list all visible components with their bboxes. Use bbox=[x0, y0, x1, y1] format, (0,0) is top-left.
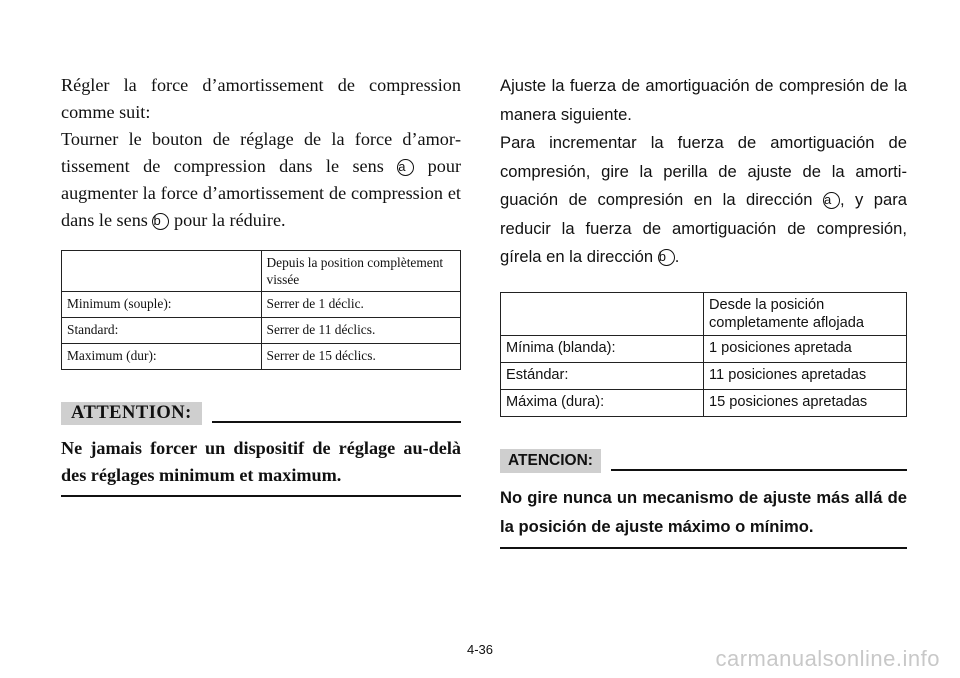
table-cell: 11 posiciones apretadas bbox=[704, 362, 907, 389]
spanish-instruction-part2: , y para reducir la fuerza de amortiguación de compresión, gírela en la dirección bbox=[500, 190, 907, 266]
table-cell: Serrer de 1 déclic. bbox=[261, 292, 461, 318]
watermark: carmanualsonline.info bbox=[715, 646, 940, 671]
spanish-instruction-part1: Para incrementar la fuerza de amortiguación de compresión, gire la perilla de ajuste de la amortiguación de compresión en la dirección bbox=[500, 133, 907, 209]
direction-a-marker: a bbox=[823, 192, 840, 209]
table-header-cell: Desde la posición completamente aflojada bbox=[704, 292, 907, 335]
table-cell: 1 posiciones apretada bbox=[704, 335, 907, 362]
table-row bbox=[62, 344, 461, 370]
spanish-warning bbox=[500, 449, 907, 549]
table-cell: 15 posiciones apretadas bbox=[704, 389, 907, 416]
warning-label: ATENCION: bbox=[500, 449, 601, 473]
warning-rule bbox=[611, 469, 907, 471]
table-cell: Máxima (dura): bbox=[501, 389, 704, 416]
table-cell: Mínima (blanda): bbox=[501, 335, 704, 362]
table-cell: Serrer de 15 déclics. bbox=[261, 344, 461, 370]
table-row bbox=[62, 292, 461, 318]
french-instruction-part2: pour augmenter la force d’amortissement de compression et dans le sens bbox=[61, 156, 461, 230]
french-settings-table bbox=[61, 250, 461, 370]
table-row bbox=[501, 389, 907, 416]
table-row bbox=[501, 335, 907, 362]
table-header-row bbox=[501, 292, 907, 335]
table-cell: Serrer de 11 déclics. bbox=[261, 318, 461, 344]
spanish-column bbox=[500, 72, 907, 549]
french-column bbox=[61, 72, 461, 497]
warning-rule bbox=[212, 421, 461, 423]
direction-b-marker: b bbox=[152, 213, 169, 230]
warning-bottom-rule bbox=[500, 547, 907, 549]
spanish-intro: Ajuste la fuerza de amortiguación de compresión de la manera siguiente. bbox=[500, 76, 907, 124]
french-instruction bbox=[61, 126, 461, 234]
french-instruction-part1: Tourner le bouton de réglage de la force d’amortissement de compression dans le sens bbox=[61, 129, 461, 176]
table-row bbox=[501, 362, 907, 389]
table-cell: Minimum (souple): bbox=[62, 292, 262, 318]
table-cell: Maximum (dur): bbox=[62, 344, 262, 370]
warning-bottom-rule bbox=[61, 495, 461, 497]
warning-text: Ne jamais forcer un dispositif de réglage au-delà des réglages minimum et maximum. bbox=[61, 438, 461, 485]
spanish-instruction-part3: . bbox=[674, 247, 680, 266]
table-header-row bbox=[62, 251, 461, 292]
table-header-cell: Depuis la position complètement vissée bbox=[261, 251, 461, 292]
table-row bbox=[62, 318, 461, 344]
french-instruction-part3: pour la réduire. bbox=[173, 210, 286, 230]
direction-a-marker: a bbox=[397, 159, 414, 176]
french-intro: Régler la force d’amortissement de compression comme suit: bbox=[61, 75, 461, 122]
table-cell: Standard: bbox=[62, 318, 262, 344]
spanish-settings-table bbox=[500, 292, 907, 417]
table-header-cell bbox=[62, 251, 262, 292]
french-warning bbox=[61, 402, 461, 497]
table-header-cell bbox=[501, 292, 704, 335]
table-cell: Estándar: bbox=[501, 362, 704, 389]
page-number: 4-36 bbox=[466, 642, 494, 657]
warning-label: ATTENTION: bbox=[61, 402, 202, 425]
warning-header bbox=[500, 449, 907, 473]
warning-text: No gire nunca un mecanismo de ajuste más allá de la posición de ajuste máximo o mínimo. bbox=[500, 487, 907, 536]
spanish-instruction bbox=[500, 129, 907, 272]
warning-header bbox=[61, 402, 461, 425]
direction-b-marker: b bbox=[658, 249, 675, 266]
